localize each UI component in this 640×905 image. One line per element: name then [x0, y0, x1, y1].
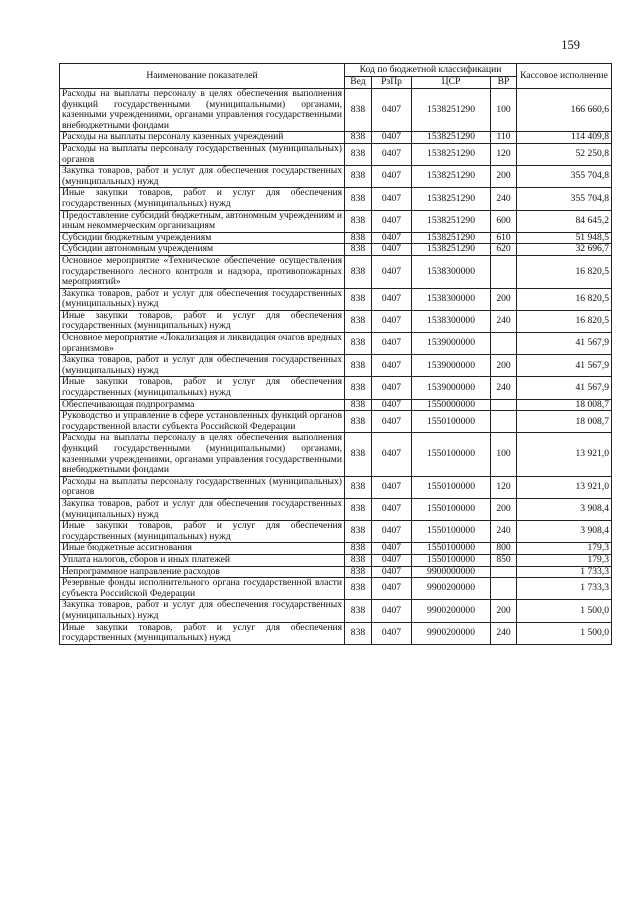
row-amount: 16 820,5	[517, 255, 612, 288]
table-row	[60, 143, 612, 165]
row-amount: 1 500,0	[517, 600, 612, 622]
row-csr: 9900200000	[412, 622, 491, 644]
row-rzpr: 0407	[372, 566, 412, 578]
row-vr	[491, 578, 517, 600]
row-amount: 51 948,5	[517, 232, 612, 244]
row-csr: 1538251290	[412, 166, 491, 188]
row-csr: 1550100000	[412, 433, 491, 476]
row-rzpr: 0407	[372, 476, 412, 498]
row-ved: 838	[345, 355, 372, 377]
row-csr: 1550100000	[412, 411, 491, 433]
table-row	[60, 255, 612, 288]
row-rzpr: 0407	[372, 89, 412, 132]
row-ved: 838	[345, 255, 372, 288]
row-ved: 838	[345, 399, 372, 411]
header-row-top	[60, 64, 612, 77]
row-csr: 1538251290	[412, 232, 491, 244]
row-csr: 1538251290	[412, 89, 491, 132]
row-amount: 32 696,7	[517, 244, 612, 256]
row-name: Расходы на выплаты персоналу государственных (муниципальных) органов	[60, 476, 345, 498]
row-csr: 1550100000	[412, 498, 491, 520]
row-ved: 838	[345, 411, 372, 433]
header-cash-execution: Кассовое исполнение	[517, 64, 612, 89]
row-ved: 838	[345, 543, 372, 555]
budget-table	[59, 63, 612, 645]
row-amount: 84 645,2	[517, 210, 612, 232]
row-csr: 1538300000	[412, 288, 491, 310]
row-csr: 9900200000	[412, 600, 491, 622]
row-vr: 610	[491, 232, 517, 244]
row-amount: 355 704,8	[517, 166, 612, 188]
row-vr: 800	[491, 543, 517, 555]
row-ved: 838	[345, 244, 372, 256]
row-rzpr: 0407	[372, 355, 412, 377]
table-row	[60, 543, 612, 555]
row-amount: 52 250,8	[517, 143, 612, 165]
row-name: Предоставление субсидий бюджетным, автономным учреждениям и иным некоммерческим организациям	[60, 210, 345, 232]
row-csr: 1550100000	[412, 476, 491, 498]
row-vr	[491, 566, 517, 578]
row-ved: 838	[345, 554, 372, 566]
row-csr: 1550000000	[412, 399, 491, 411]
table-row	[60, 333, 612, 355]
row-vr: 120	[491, 143, 517, 165]
row-name: Уплата налогов, сборов и иных платежей	[60, 554, 345, 566]
row-vr: 200	[491, 355, 517, 377]
row-name: Расходы на выплаты персоналу государственных (муниципальных) органов	[60, 143, 345, 165]
row-ved: 838	[345, 600, 372, 622]
row-csr: 1538251290	[412, 210, 491, 232]
row-name: Расходы на выплаты персоналу в целях обеспечения выполнения функций государственными (муниципальными) органами, казенными учреждениями, органами управления государственными внебюджетными фондами	[60, 433, 345, 476]
row-rzpr: 0407	[372, 543, 412, 555]
row-rzpr: 0407	[372, 333, 412, 355]
row-amount: 41 567,9	[517, 377, 612, 399]
row-rzpr: 0407	[372, 377, 412, 399]
row-rzpr: 0407	[372, 143, 412, 165]
row-vr: 620	[491, 244, 517, 256]
row-amount: 1 733,3	[517, 578, 612, 600]
row-ved: 838	[345, 333, 372, 355]
row-rzpr: 0407	[372, 521, 412, 543]
header-vr: ВР	[491, 77, 517, 89]
row-ved: 838	[345, 232, 372, 244]
row-csr: 1550100000	[412, 543, 491, 555]
row-name: Расходы на выплаты персоналу в целях обеспечения выполнения функций государственными (муниципальными) органами, казенными учреждениями, органами управления государственными внебюджетными фондами	[60, 89, 345, 132]
row-amount: 16 820,5	[517, 288, 612, 310]
header-code-group: Код по бюджетной классификации	[345, 64, 517, 77]
row-ved: 838	[345, 498, 372, 520]
row-rzpr: 0407	[372, 433, 412, 476]
row-csr: 1538300000	[412, 310, 491, 332]
page-number: 159	[561, 38, 580, 52]
row-vr	[491, 333, 517, 355]
row-amount: 3 908,4	[517, 521, 612, 543]
row-rzpr: 0407	[372, 310, 412, 332]
row-vr: 200	[491, 600, 517, 622]
row-name: Расходы на выплаты персоналу казенных учреждений	[60, 132, 345, 144]
row-vr: 200	[491, 288, 517, 310]
row-amount: 18 008,7	[517, 399, 612, 411]
row-rzpr: 0407	[372, 578, 412, 600]
row-name: Иные закупки товаров, работ и услуг для обеспечения государственных (муниципальных) нужд	[60, 622, 345, 644]
row-amount: 114 409,8	[517, 132, 612, 144]
table-row	[60, 578, 612, 600]
row-ved: 838	[345, 521, 372, 543]
row-amount: 355 704,8	[517, 188, 612, 210]
row-vr: 200	[491, 166, 517, 188]
table-row	[60, 310, 612, 332]
row-rzpr: 0407	[372, 255, 412, 288]
row-vr	[491, 411, 517, 433]
row-name: Субсидии бюджетным учреждениям	[60, 232, 345, 244]
header-name: Наименование показателей	[60, 64, 345, 89]
row-name: Закупка товаров, работ и услуг для обеспечения государственных (муниципальных) нужд	[60, 498, 345, 520]
table-row	[60, 288, 612, 310]
table-header	[60, 64, 612, 89]
row-name: Закупка товаров, работ и услуг для обеспечения государственных (муниципальных) нужд	[60, 355, 345, 377]
row-rzpr: 0407	[372, 210, 412, 232]
header-ved: Вед	[345, 77, 372, 89]
row-name: Иные закупки товаров, работ и услуг для обеспечения государственных (муниципальных) нужд	[60, 188, 345, 210]
row-csr: 1538251290	[412, 244, 491, 256]
row-csr: 1539000000	[412, 333, 491, 355]
row-rzpr: 0407	[372, 188, 412, 210]
row-vr	[491, 255, 517, 288]
row-amount: 179,3	[517, 554, 612, 566]
row-amount: 166 660,6	[517, 89, 612, 132]
row-vr: 240	[491, 377, 517, 399]
row-ved: 838	[345, 288, 372, 310]
row-name: Закупка товаров, работ и услуг для обеспечения государственных (муниципальных) нужд	[60, 288, 345, 310]
row-vr	[491, 399, 517, 411]
row-rzpr: 0407	[372, 554, 412, 566]
row-ved: 838	[345, 433, 372, 476]
table-row	[60, 355, 612, 377]
header-csr: ЦСР	[412, 77, 491, 89]
table-row	[60, 232, 612, 244]
row-ved: 838	[345, 578, 372, 600]
row-name: Иные бюджетные ассигнования	[60, 543, 345, 555]
row-rzpr: 0407	[372, 600, 412, 622]
row-rzpr: 0407	[372, 288, 412, 310]
row-vr: 100	[491, 89, 517, 132]
row-ved: 838	[345, 476, 372, 498]
table-row	[60, 132, 612, 144]
table-row	[60, 498, 612, 520]
row-rzpr: 0407	[372, 622, 412, 644]
row-name: Иные закупки товаров, работ и услуг для обеспечения государственных (муниципальных) нужд	[60, 310, 345, 332]
row-csr: 1550100000	[412, 521, 491, 543]
table-row	[60, 411, 612, 433]
row-amount: 3 908,4	[517, 498, 612, 520]
row-amount: 1 733,3	[517, 566, 612, 578]
table-row	[60, 188, 612, 210]
table-row	[60, 244, 612, 256]
row-name: Субсидии автономным учреждениям	[60, 244, 345, 256]
row-amount: 18 008,7	[517, 411, 612, 433]
row-amount: 1 500,0	[517, 622, 612, 644]
row-ved: 838	[345, 566, 372, 578]
row-ved: 838	[345, 132, 372, 144]
row-name: Резервные фонды исполнительного органа государственной власти субъекта Российской Федерации	[60, 578, 345, 600]
row-amount: 16 820,5	[517, 310, 612, 332]
row-ved: 838	[345, 310, 372, 332]
row-amount: 13 921,0	[517, 476, 612, 498]
row-vr: 850	[491, 554, 517, 566]
row-ved: 838	[345, 89, 372, 132]
table-body	[60, 89, 612, 645]
row-csr: 1550100000	[412, 554, 491, 566]
row-name: Руководство и управление в сфере установленных функций органов государственной власти субъекта Российской Федерации	[60, 411, 345, 433]
row-csr: 9900000000	[412, 566, 491, 578]
row-amount: 13 921,0	[517, 433, 612, 476]
row-name: Закупка товаров, работ и услуг для обеспечения государственных (муниципальных) нужд	[60, 600, 345, 622]
row-ved: 838	[345, 377, 372, 399]
row-amount: 41 567,9	[517, 333, 612, 355]
row-csr: 1538251290	[412, 132, 491, 144]
row-vr: 100	[491, 433, 517, 476]
row-csr: 1538251290	[412, 188, 491, 210]
table-row	[60, 89, 612, 132]
row-vr: 240	[491, 310, 517, 332]
row-ved: 838	[345, 143, 372, 165]
row-name: Обеспечивающая подпрограмма	[60, 399, 345, 411]
row-vr: 240	[491, 521, 517, 543]
row-rzpr: 0407	[372, 232, 412, 244]
table-row	[60, 476, 612, 498]
row-rzpr: 0407	[372, 166, 412, 188]
row-ved: 838	[345, 188, 372, 210]
row-name: Иные закупки товаров, работ и услуг для обеспечения государственных (муниципальных) нужд	[60, 521, 345, 543]
table-row	[60, 554, 612, 566]
row-name: Основное мероприятие «Локализация и ликвидация очагов вредных организмов»	[60, 333, 345, 355]
row-vr: 600	[491, 210, 517, 232]
table-row	[60, 166, 612, 188]
table-row	[60, 622, 612, 644]
table-row	[60, 377, 612, 399]
row-rzpr: 0407	[372, 132, 412, 144]
row-rzpr: 0407	[372, 498, 412, 520]
row-name: Закупка товаров, работ и услуг для обеспечения государственных (муниципальных) нужд	[60, 166, 345, 188]
row-name: Иные закупки товаров, работ и услуг для обеспечения государственных (муниципальных) нужд	[60, 377, 345, 399]
row-vr: 120	[491, 476, 517, 498]
table-row	[60, 433, 612, 476]
row-rzpr: 0407	[372, 399, 412, 411]
row-rzpr: 0407	[372, 411, 412, 433]
row-rzpr: 0407	[372, 244, 412, 256]
header-rzpr: РзПр	[372, 77, 412, 89]
table-row	[60, 600, 612, 622]
row-csr: 9900200000	[412, 578, 491, 600]
row-amount: 179,3	[517, 543, 612, 555]
row-amount: 41 567,9	[517, 355, 612, 377]
table-row	[60, 521, 612, 543]
row-name: Основное мероприятие «Техническое обеспечение осуществления государственного лесного контроля и надзора, противопожарных мероприятий»	[60, 255, 345, 288]
row-vr: 240	[491, 622, 517, 644]
row-csr: 1538251290	[412, 143, 491, 165]
row-vr: 110	[491, 132, 517, 144]
table-row	[60, 210, 612, 232]
row-ved: 838	[345, 622, 372, 644]
row-csr: 1539000000	[412, 377, 491, 399]
row-ved: 838	[345, 210, 372, 232]
row-ved: 838	[345, 166, 372, 188]
row-name: Непрограммное направление расходов	[60, 566, 345, 578]
table-row	[60, 399, 612, 411]
row-csr: 1538300000	[412, 255, 491, 288]
table-row	[60, 566, 612, 578]
row-vr: 240	[491, 188, 517, 210]
row-csr: 1539000000	[412, 355, 491, 377]
row-vr: 200	[491, 498, 517, 520]
